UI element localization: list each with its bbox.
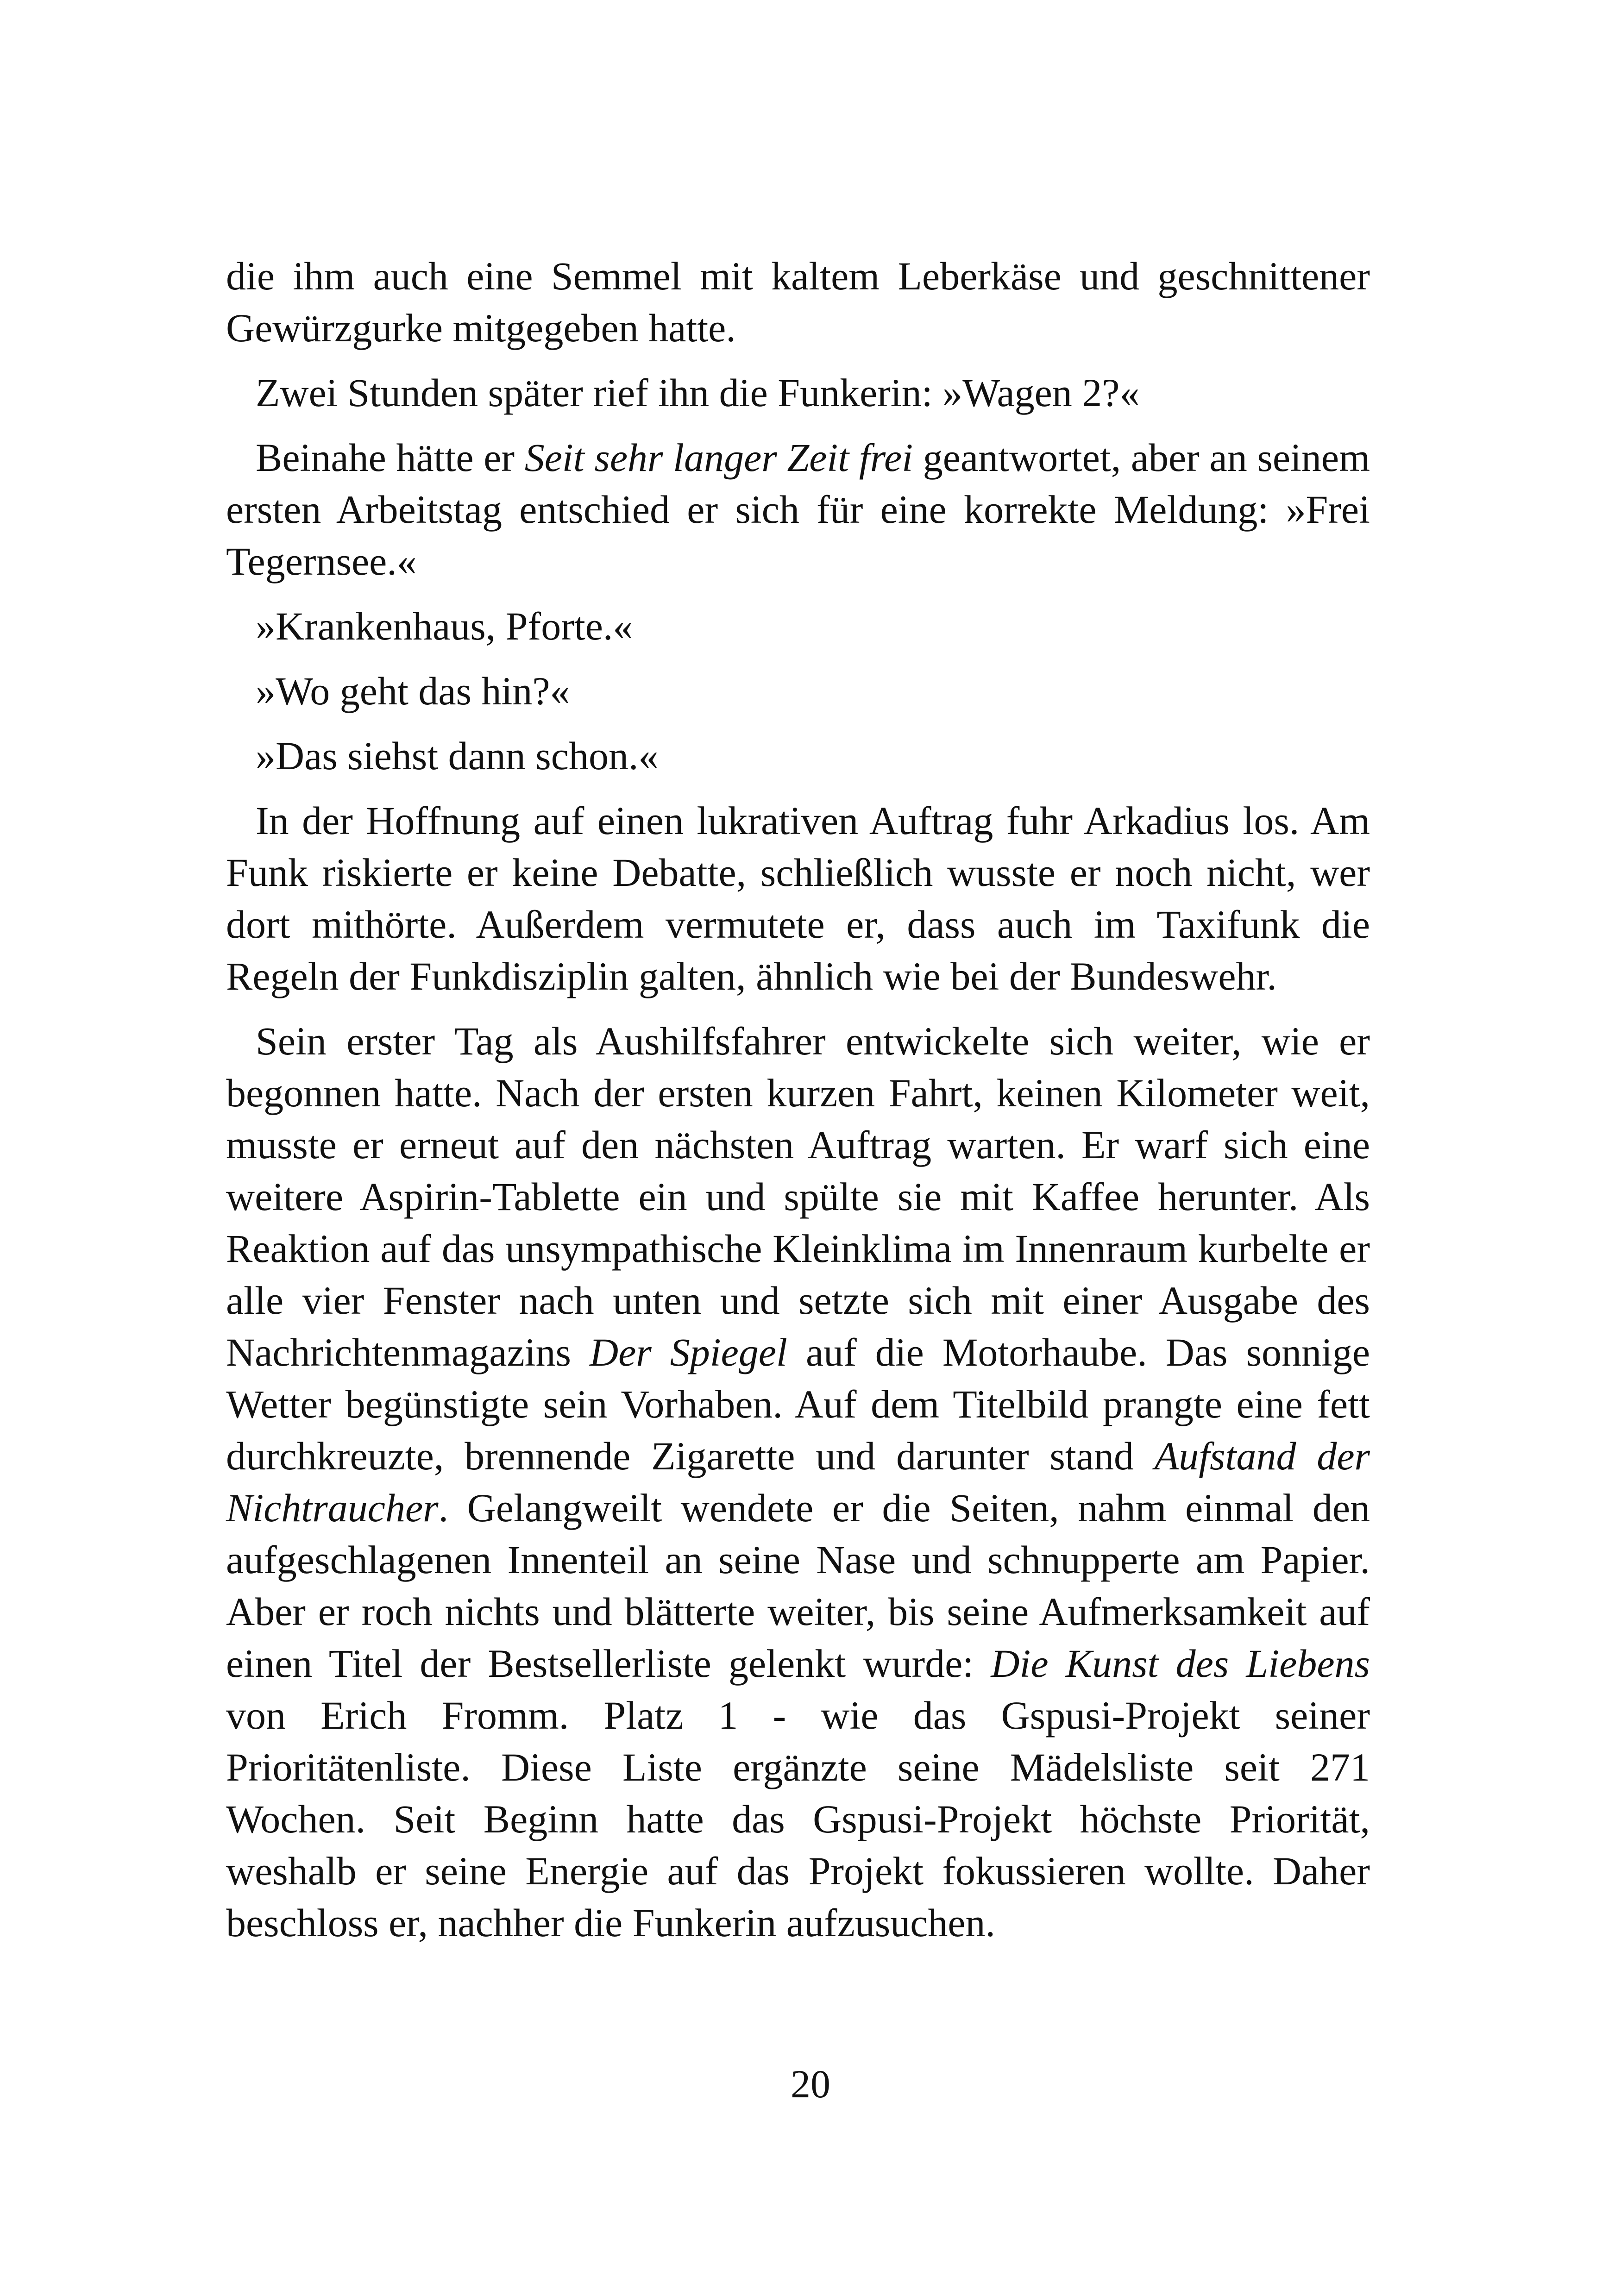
paragraph-response (226, 432, 1370, 587)
paragraph-narrative-long (226, 1015, 1370, 1949)
text-run: . Gelangweilt wendete er die Seiten, nahm einmal den aufgeschlagenen Innenteil an seine Nase und schnupperte am Papier. Aber er roch nichts und blätterte weiter, bis seine Aufmerksamkeit auf einen Titel der Bestsellerliste gelenkt wurde: (226, 1486, 1370, 1686)
text-run: von Erich Fromm. Platz 1 - wie das Gspusi-Projekt seiner Prioritätenliste. Diese Liste ergänzte seine Mädelsliste seit 271 Wochen. Seit Beginn hatte das Gspusi-Projekt höchste Priorität, weshalb er seine Energie auf das Projekt fokussieren wollte. Daher beschloss er, nachher die Funkerin aufzusuchen. (226, 1693, 1370, 1945)
body-text (226, 250, 1370, 1962)
text-run: auf die Motorhaube. Das sonnige Wetter begünstigte sein Vorhaben. Auf dem Titelbild prangte eine fett durchkreuzte, brennende Zigarette und darunter stand (226, 1330, 1370, 1478)
text-run: geantwortet, aber an seinem ersten Arbeitstag entschied er sich für eine korrekte Meldung: »Frei Tegernsee.« (226, 435, 1370, 583)
italic-magazine-title: Der Spiegel (590, 1330, 787, 1374)
dialogue-line: »Wo geht das hin?« (256, 669, 570, 713)
text-run: Sein erster Tag als Aushilfsfahrer entwickelte sich weiter, wie er begonnen hatte. Nach der ersten kurzen Fahrt, keinen Kilometer weit, musste er erneut auf den nächsten Auftrag warten. Er warf sich eine weitere Aspirin-Tablette ein und spülte sie mit Kaffee herunter. Als Reaktion auf das unsympathische Kleinklima im Innenraum kurbelte er alle vier Fenster nach unten und setzte sich mit einer Ausgabe des Nachrichtenmagazins (226, 1019, 1370, 1374)
paragraph-radio-call: Zwei Stunden später rief ihn die Funkerin: »Wagen 2?« (256, 370, 1140, 415)
dialogue-line: »Das siehst dann schon.« (256, 734, 659, 778)
italic-phrase: Seit sehr langer Zeit frei (524, 435, 913, 480)
italic-book-title: Die Kunst des Liebens (991, 1641, 1370, 1686)
italic-cover-headline: Aufstand der Nichtraucher (226, 1434, 1370, 1530)
paragraph-narrative: In der Hoffnung auf einen lukrativen Auftrag fuhr Arkadius los. Am Funk riskierte er keine Debatte, schließlich wusste er noch nicht, wer dort mithörte. Außerdem vermutete er, dass auch im Taxifunk die Regeln der Funkdisziplin galten, ähnlich wie bei der Bundeswehr. (226, 798, 1370, 998)
paragraph-continuation: die ihm auch eine Semmel mit kaltem Leberkäse und geschnittener Gewürzgurke mitgegeben hatte. (226, 254, 1370, 350)
page-number: 20 (791, 2062, 830, 2106)
text-run: Beinahe hätte er (256, 435, 525, 480)
dialogue-line: »Krankenhaus, Pforte.« (256, 604, 633, 648)
